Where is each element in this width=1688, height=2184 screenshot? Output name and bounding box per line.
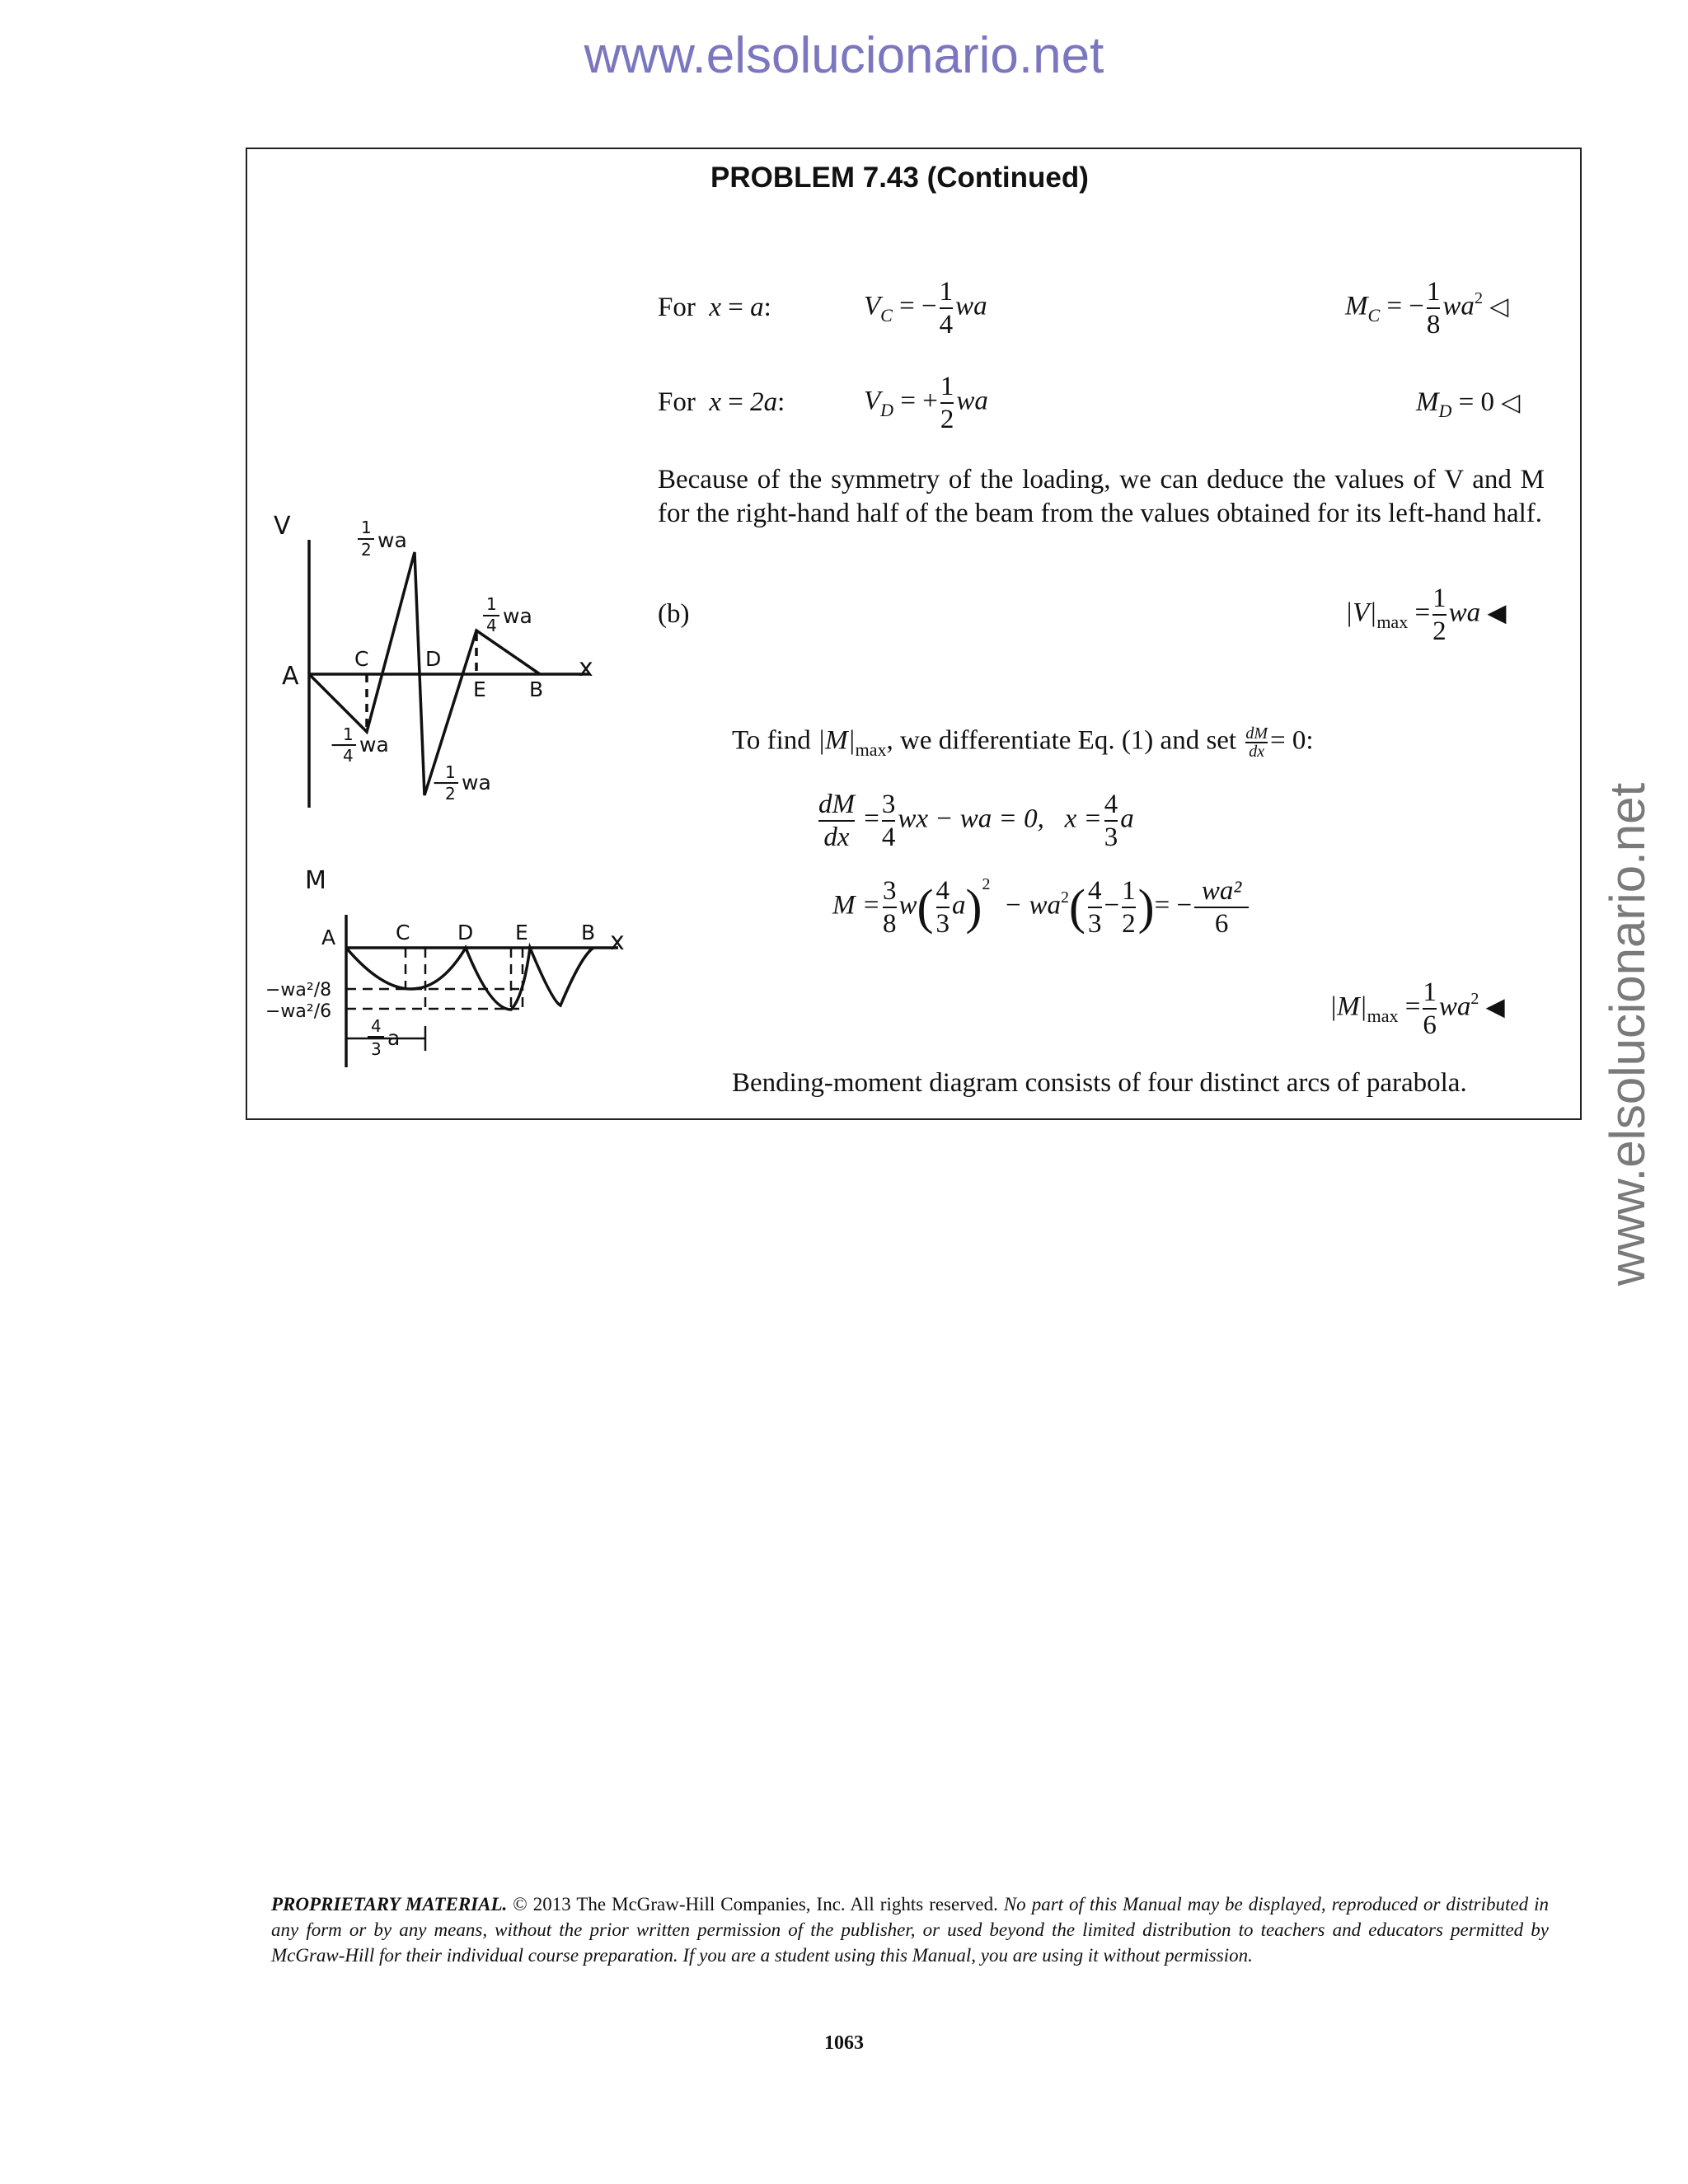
mmax-answer: $|M|_{max}$ = $\frac{1}{6}$ $wa^2$ ◀ <box>1329 977 1505 1040</box>
problem-title: PROBLEM 7.43 (Continued) <box>710 162 1089 194</box>
peak-label-tail: wa <box>377 528 407 552</box>
point-c-label: C <box>396 921 410 944</box>
symmetry-paragraph: Because of the symmetry of the loading, we can deduce the values of V and M for the right-hand half of the beam from the values obtained for its left-hand half. <box>658 465 1545 528</box>
derivative-equation: $\frac{dM}{dx}$ = $\frac{3}{4}$ wx − wa = 0, x = $\frac{4}{3}$ a <box>818 790 1134 852</box>
low-d-num: 1 <box>445 762 456 782</box>
row-2a-condition: For x = 2a: <box>658 387 785 417</box>
peak-label-den: 2 <box>361 540 372 560</box>
point-c-label: C <box>354 647 369 671</box>
row-a-moment: $M_C$ = − $\frac{1}{8}$ $wa^2$ ◁ <box>1345 277 1509 340</box>
level-1-label: −wa²/8 <box>265 980 332 1001</box>
peak-label-num: 1 <box>361 518 372 537</box>
answer-marker: ◁ <box>1501 389 1521 416</box>
watermark-top: www.elsolucionario.net <box>584 27 1104 84</box>
part-b-label: (b) <box>658 599 690 629</box>
point-b-label: B <box>529 677 544 701</box>
point-a-label: A <box>282 662 299 691</box>
row-a-condition: For x = a: <box>658 293 771 322</box>
moment-curve <box>346 948 593 1010</box>
right-label-den: 4 <box>486 616 497 635</box>
level-2-label: −wa²/6 <box>265 1001 332 1022</box>
right-label-num: 1 <box>486 594 497 614</box>
low-c-tail: wa <box>359 733 389 757</box>
right-label-tail: wa <box>503 604 532 628</box>
copyright-footer: PROPRIETARY MATERIAL. © 2013 The McGraw-Hill Companies, Inc. All rights reserved. No part of this Manual may be displayed, reproduced or distributed in any form or by any means, without the prior written permission of the publisher, or used beyond the limited distribution to teachers and educators permitted by McGraw-Hill for their individual course preparation. If you are a student using this Manual, you are using it without permission. <box>271 1894 1549 1966</box>
point-a-label: A <box>321 926 336 949</box>
answer-marker: ◀ <box>1487 599 1507 627</box>
x-axis-label: x <box>610 927 625 956</box>
point-e-label: E <box>473 677 486 701</box>
low-d-den: 2 <box>445 784 456 804</box>
low-c-num: 1 <box>343 724 354 744</box>
dim-tail: a <box>387 1026 401 1050</box>
conclusion-text: Bending-moment diagram consists of four distinct arcs of parabola. <box>732 1068 1467 1098</box>
x-axis-label: x <box>579 654 593 682</box>
vmax-answer: $|V|_{max}$ = $\frac{1}{2}$ wa ◀ <box>1345 583 1507 646</box>
dim-num: 4 <box>371 1016 382 1036</box>
point-e-label: E <box>515 921 528 944</box>
row-2a-shear: $V_D$ = + $\frac{1}{2}$ wa <box>864 372 988 434</box>
m-axis-label: M <box>305 866 326 895</box>
answer-marker: ◀ <box>1485 993 1505 1021</box>
page-number: 1063 <box>824 2032 864 2054</box>
low-c-sign: − <box>330 733 347 757</box>
dim-den: 3 <box>371 1039 382 1059</box>
watermark-side: www.elsolucionario.net <box>1600 782 1655 1286</box>
row-2a-moment: $M_D = 0$ ◁ <box>1416 387 1521 421</box>
point-b-label: B <box>581 921 596 944</box>
v-axis-label: V <box>274 512 291 541</box>
moment-diagram <box>264 865 626 1080</box>
row-a-shear: $V_C$ = − $\frac{1}{4}$ wa <box>864 277 987 340</box>
point-d-label: D <box>457 921 474 944</box>
point-d-label: D <box>425 647 442 671</box>
low-d-tail: wa <box>462 771 491 794</box>
find-mmax-text: To find $|M|_{max}$, we differentiate Eq. (1) and set $\frac{dM}{dx}$ = 0: <box>732 724 1314 761</box>
low-c-den: 4 <box>343 746 354 766</box>
low-d-sign: − <box>432 771 449 794</box>
shear-diagram <box>264 511 610 824</box>
answer-marker: ◁ <box>1489 293 1509 321</box>
moment-value-equation: M = $\frac{3}{8}$ w( $\frac{4}{3}$ $a)^2 - wa^2$( $\frac{4}{3}$ − $\frac{1}{2}$ )= − $\frac{\text{wa²}}{6}$ <box>832 875 1251 940</box>
